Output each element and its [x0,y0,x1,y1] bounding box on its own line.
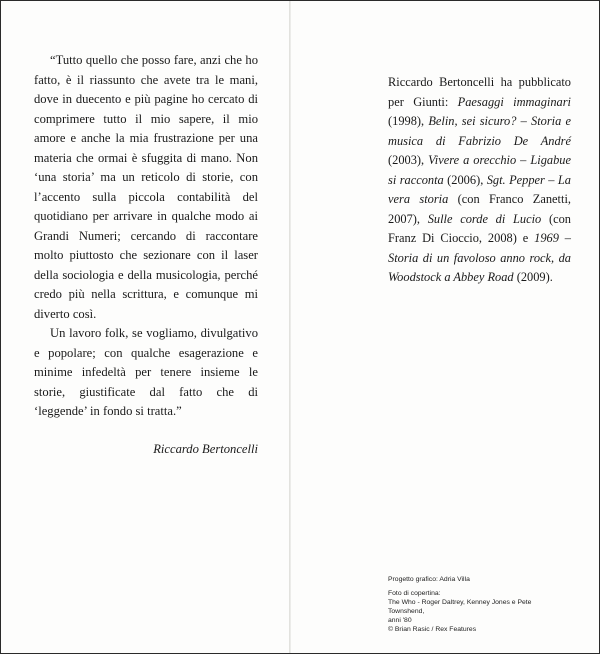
cover-photo-label: Foto di copertina: [388,590,441,597]
quote-paragraph-1: “Tutto quello che posso fare, anzi che ho fatto, è il riassunto che avete tra le mani, dove in duecento e più pagine ho cercato di comprimere tutto il mio sapere, il mio amore e anche la mia frustrazione per una materia che ormai è sfuggita di mano. Non ‘una storia’ ma un reticolo di storie, con l’accento sulla piccola contabilità del quotidiano per arrivare in qualche modo ai Grandi Numeri; cercando di raccontare molto piuttosto che sezionare con il laser della sociologia e della musicologia, perché credo più nella scrittura, e comunque mi diverto così. [34,53,258,321]
bio-paragraph [388,73,571,288]
bio-text: (con Franz Di Cioccio, 2008) e [388,211,571,245]
book-title: Sgt. Pepper – La vera storia [388,172,571,206]
page-fold [289,1,291,653]
bio-text: (1998), [388,114,429,128]
book-title: Belin, sei sicuro? – Storia e musica di Fabrizio De André [388,114,571,148]
bio-text: Riccardo Bertoncelli ha pubblicato per Giunti: [388,75,571,109]
quote-paragraph-2: Un lavoro folk, se vogliamo, divulgativo e popolare; con qualche esagerazione e minime infedeltà per tenere insieme le storie, giustificate dal fatto che di ‘leggende’ in fondo si tratta.” [34,326,258,418]
book-title: Paesaggi immaginari [457,94,571,109]
author-bio [388,73,571,288]
bio-text: (con Franco Zanetti, 2007), [388,192,571,226]
book-title: Vivere a orecchio – Ligabue si racconta [388,153,571,187]
cover-photo-subject: The Who - Roger Daltrey, Kenney Jones e Pete Townshend, anni '80 [388,599,532,624]
author-quote [34,51,258,459]
colophon-credits [388,575,568,634]
signature: Riccardo Bertoncelli [153,441,258,456]
photo-copyright: © Brian Rasic / Rex Features [388,626,477,633]
book-title: Sulle corde di Lucio [427,211,542,226]
design-credit: Progetto grafico: Adria Villa [388,576,470,583]
book-title: 1969 – Storia di un favoloso anno rock, da Woodstock a Abbey Road [388,231,571,284]
bio-text: (2006), [443,172,487,187]
bio-text: (2009). [513,270,553,284]
bio-text: (2003), [388,153,429,167]
